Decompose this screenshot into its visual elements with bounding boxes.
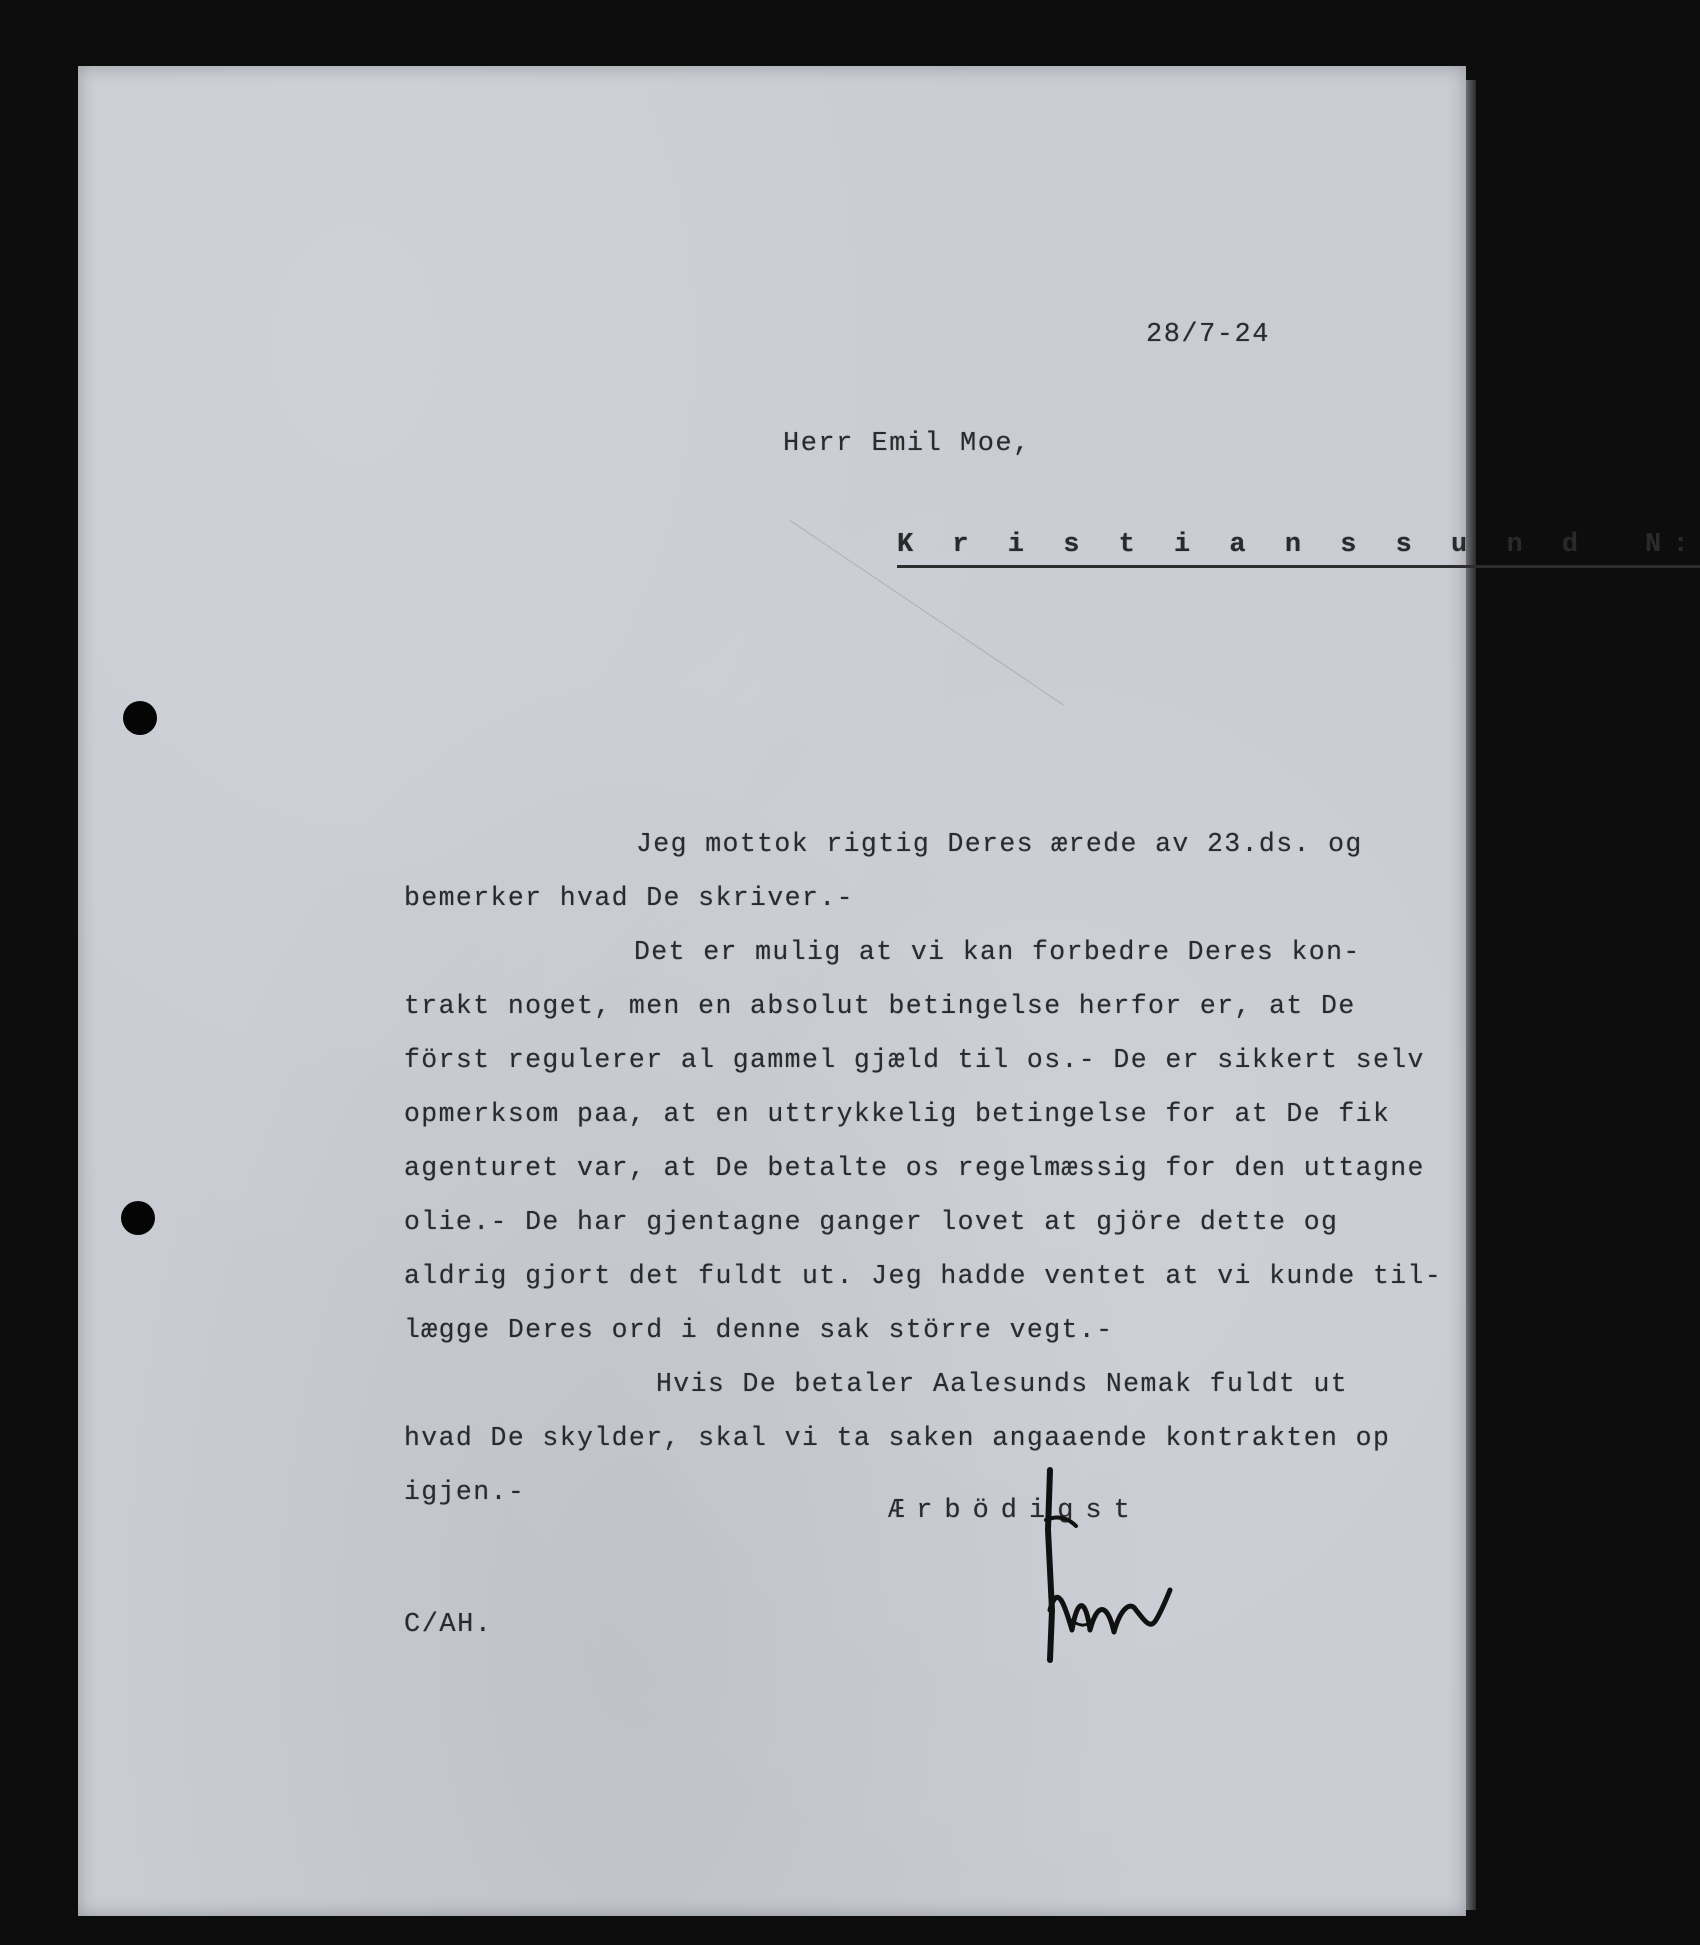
body-line: först regulerer al gammel gjæld til os.- De er sikkert selv xyxy=(404,1045,1425,1075)
body-line: Jeg mottok rigtig Deres ærede av 23.ds. og xyxy=(636,829,1363,859)
letter-initials: C/AH. xyxy=(404,1610,493,1640)
letter-body xyxy=(404,817,1442,1519)
punch-hole-lower xyxy=(121,1201,155,1235)
body-line: igjen.- xyxy=(404,1477,526,1507)
letter-date: 28/7-24 xyxy=(1146,320,1270,350)
body-line: agenturet var, at De betalte os regelmæssig for den uttagne xyxy=(404,1153,1425,1183)
body-line: lægge Deres ord i denne sak större vegt.- xyxy=(404,1315,1114,1345)
body-line: Det er mulig at vi kan forbedre Deres kon- xyxy=(634,937,1361,967)
body-line: Hvis De betaler Aalesunds Nemak fuldt ut xyxy=(656,1369,1349,1399)
body-line: trakt noget, men en absolut betingelse herfor er, at De xyxy=(404,991,1356,1021)
body-line: bemerker hvad De skriver.- xyxy=(404,883,854,913)
body-line: opmerksom paa, at en uttrykkelig betingelse for at De fik xyxy=(404,1099,1391,1129)
body-line: olie.- De har gjentagne ganger lovet at gjöre dette og xyxy=(404,1207,1339,1237)
letter-addressee: Herr Emil Moe, xyxy=(783,429,1031,459)
letter-closing: Ærbödigst xyxy=(888,1496,1142,1526)
handwritten-signature xyxy=(1028,1460,1178,1680)
body-line: hvad De skylder, skal vi ta saken angaaende kontrakten op xyxy=(404,1423,1391,1453)
sheet-edge-shadow xyxy=(1466,80,1476,1910)
punch-hole-upper xyxy=(123,701,157,735)
letter-city: K r i s t i a n s s u n d N: xyxy=(897,532,1700,568)
body-line: aldrig gjort det fuldt ut. Jeg hadde ventet at vi kunde til- xyxy=(404,1261,1443,1291)
